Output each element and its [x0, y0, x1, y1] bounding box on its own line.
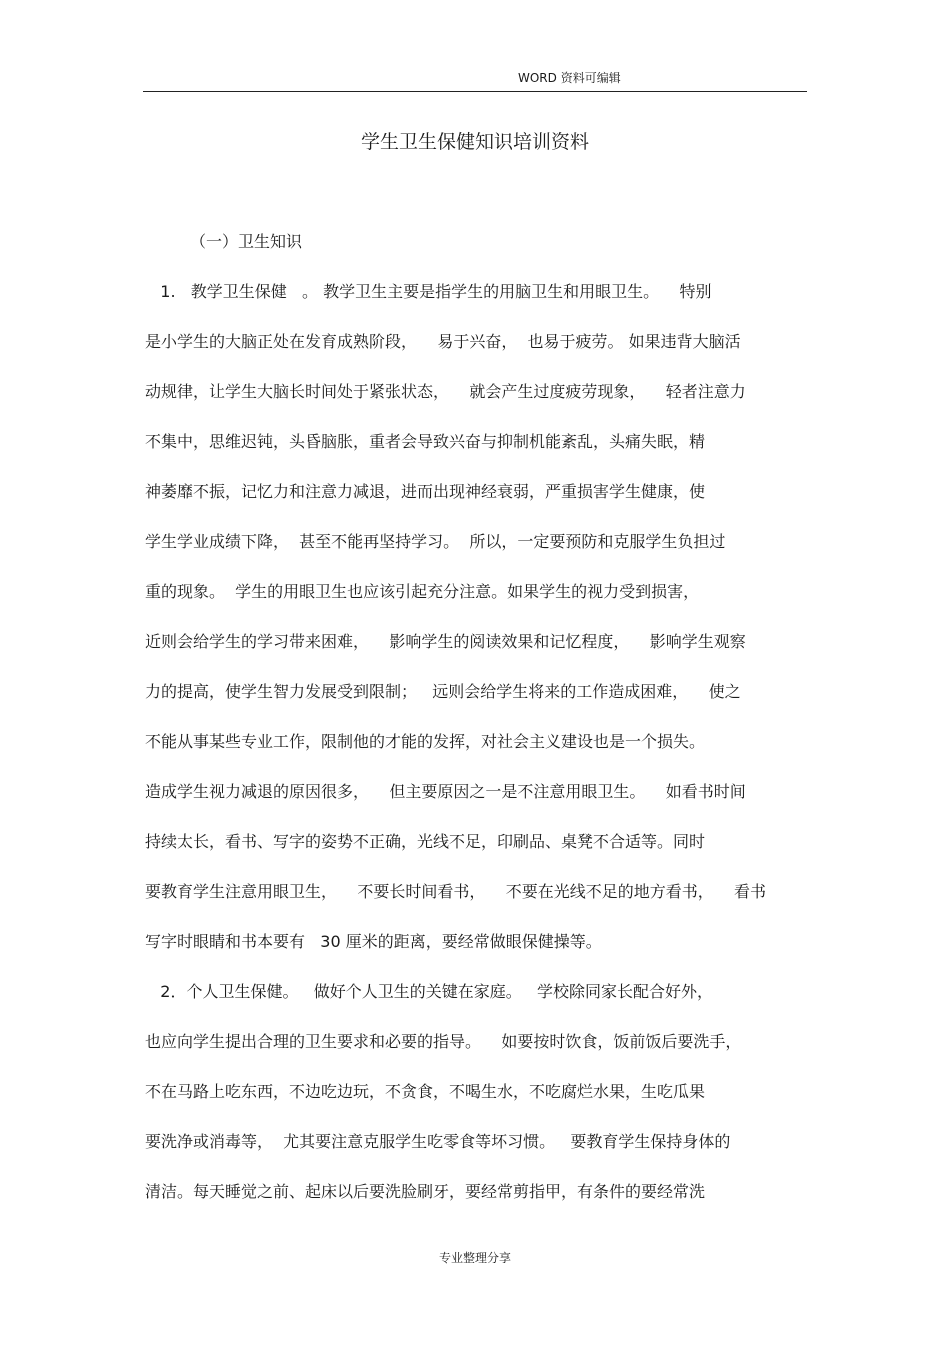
body-line: 学生学业成绩下降， 甚至不能再坚持学习。 所以，一定要预防和克服学生负担过 — [145, 532, 726, 551]
body-line: 造成学生视力减退的原因很多， 但主要原因之一是不注意用眼卫生。 如看书时间 — [145, 782, 746, 801]
body-line: 神萎靡不振，记忆力和注意力减退，进而出现神经衰弱，严重损害学生健康，使 — [145, 482, 706, 501]
body-line: 动规律，让学生大脑长时间处于紧张状态， 就会产生过度疲劳现象， 轻者注意力 — [145, 382, 746, 401]
body-line: 2．个人卫生保健。 做好个人卫生的关键在家庭。 学校除同家长配合好外， — [145, 982, 713, 1001]
body-line: 不能从事某些专业工作，限制他的才能的发挥，对社会主义建设也是一个损失。 — [145, 732, 706, 751]
body-line: 近则会给学生的学习带来困难， 影响学生的阅读效果和记忆程度， 影响学生观察 — [145, 632, 746, 651]
body-line: 是小学生的大脑正处在发育成熟阶段， 易于兴奋， 也易于疲劳。 如果违背大脑活 — [145, 332, 741, 351]
body-line: 重的现象。 学生的用眼卫生也应该引起充分注意。如果学生的视力受到损害， — [145, 582, 700, 601]
header-label: WORD 资料可编辑 — [518, 71, 621, 85]
body-line: 不在马路上吃东西，不边吃边玩，不贪食，不喝生水，不吃腐烂水果，生吃瓜果 — [145, 1082, 706, 1101]
section-heading: （一）卫生知识 — [190, 232, 303, 251]
body-line: 要教育学生注意用眼卫生， 不要长时间看书， 不要在光线不足的地方看书， 看书 — [145, 882, 767, 901]
body-line: 要洗净或消毒等， 尤其要注意克服学生吃零食等坏习惯。 要教育学生保持身体的 — [145, 1132, 731, 1151]
body-line: 写字时眼睛和书本要有 30 厘米的距离，要经常做眼保健操等。 — [145, 932, 602, 951]
body-line: 1. 教学卫生保健 。 教学卫生主要是指学生的用脑卫生和用眼卫生。 特别 — [145, 282, 712, 301]
body-line: 清洁。每天睡觉之前、起床以后要洗脸刷牙，要经常剪指甲，有条件的要经常洗 — [145, 1182, 706, 1201]
body-line: 不集中，思维迟钝，头昏脑胀，重者会导致兴奋与抑制机能紊乱，头痛失眠，精 — [145, 432, 706, 451]
page-footer: 专业整理分享 — [438, 1251, 511, 1265]
document-title: 学生卫生保健知识培训资料 — [360, 131, 589, 153]
body-line: 力的提高，使学生智力发展受到限制； 远则会给学生将来的工作造成困难， 使之 — [145, 682, 741, 701]
header-divider — [143, 91, 807, 92]
body-line: 也应向学生提出合理的卫生要求和必要的指导。 如要按时饮食，饭前饭后要洗手， — [145, 1032, 742, 1051]
body-line: 持续太长，看书、写字的姿势不正确，光线不足，印刷品、桌凳不合适等。同时 — [145, 832, 706, 851]
